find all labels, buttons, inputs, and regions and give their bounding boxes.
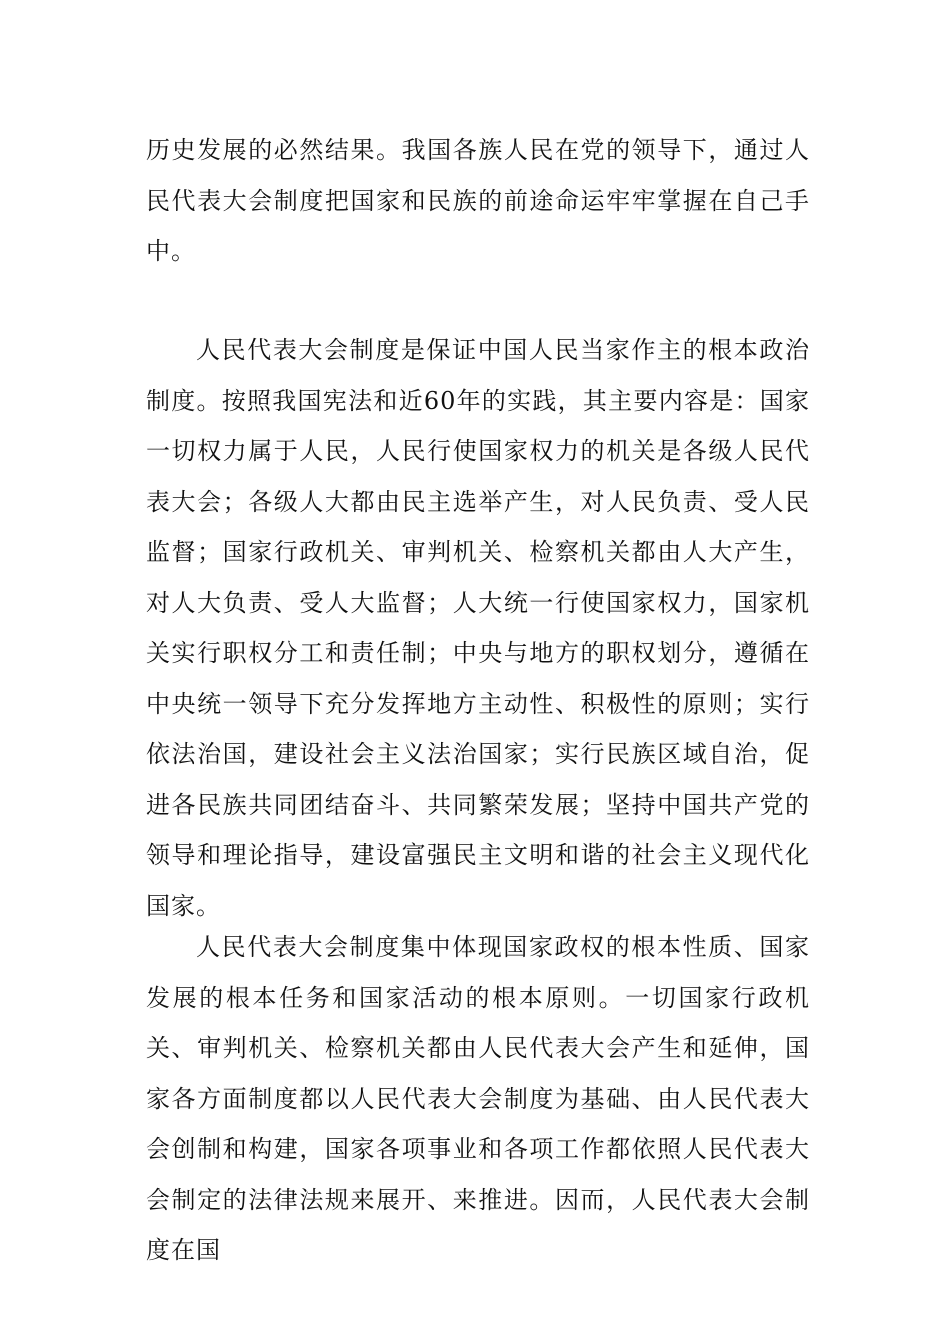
paragraph-state-power: 人民代表大会制度集中体现国家政权的根本性质、国家发展的根本任务和国家活动的根本原则。一切国家行政机关、审判机关、检察机关都由人民代表大会产生和延伸，国家各方面制度都以人民代表大会制度为基础、由人民代表大会创制和构建，国家各项事业和各项工作都依照人民代表大会制定的法律法规来展开、来推进。因而，人民代表大会制度在国 xyxy=(146,933,810,1264)
paragraph-political-system: 人民代表大会制度是保证中国人民当家作主的根本政治制度。按照我国宪法和近60年的实践，其主要内容是：国家一切权力属于人民，人民行使国家权力的机关是各级人民代表大会；各级人大都由民主选举产生，对人民负责、受人民监督；国家行政机关、审判机关、检察机关都由人大产生，对人大负责、受人大监督；人大统一行使国家权力，国家机关实行职权分工和责任制；中央与地方的职权划分，遵循在中央统一领导下充分发挥地方主动性、积极性的原则；实行依法治国，建设社会主义法治国家；实行民族区域自治，促进各民族共同团结奋斗、共同繁荣发展；坚持中国共产党的领导和理论指导，建设富强民主文明和谐的社会主义现代化国家。 xyxy=(146,336,810,920)
paragraph-continuation: 历史发展的必然结果。我国各族人民在党的领导下，通过人民代表大会制度把国家和民族的前途命运牢牢掌握在自己手中。 xyxy=(146,136,810,265)
